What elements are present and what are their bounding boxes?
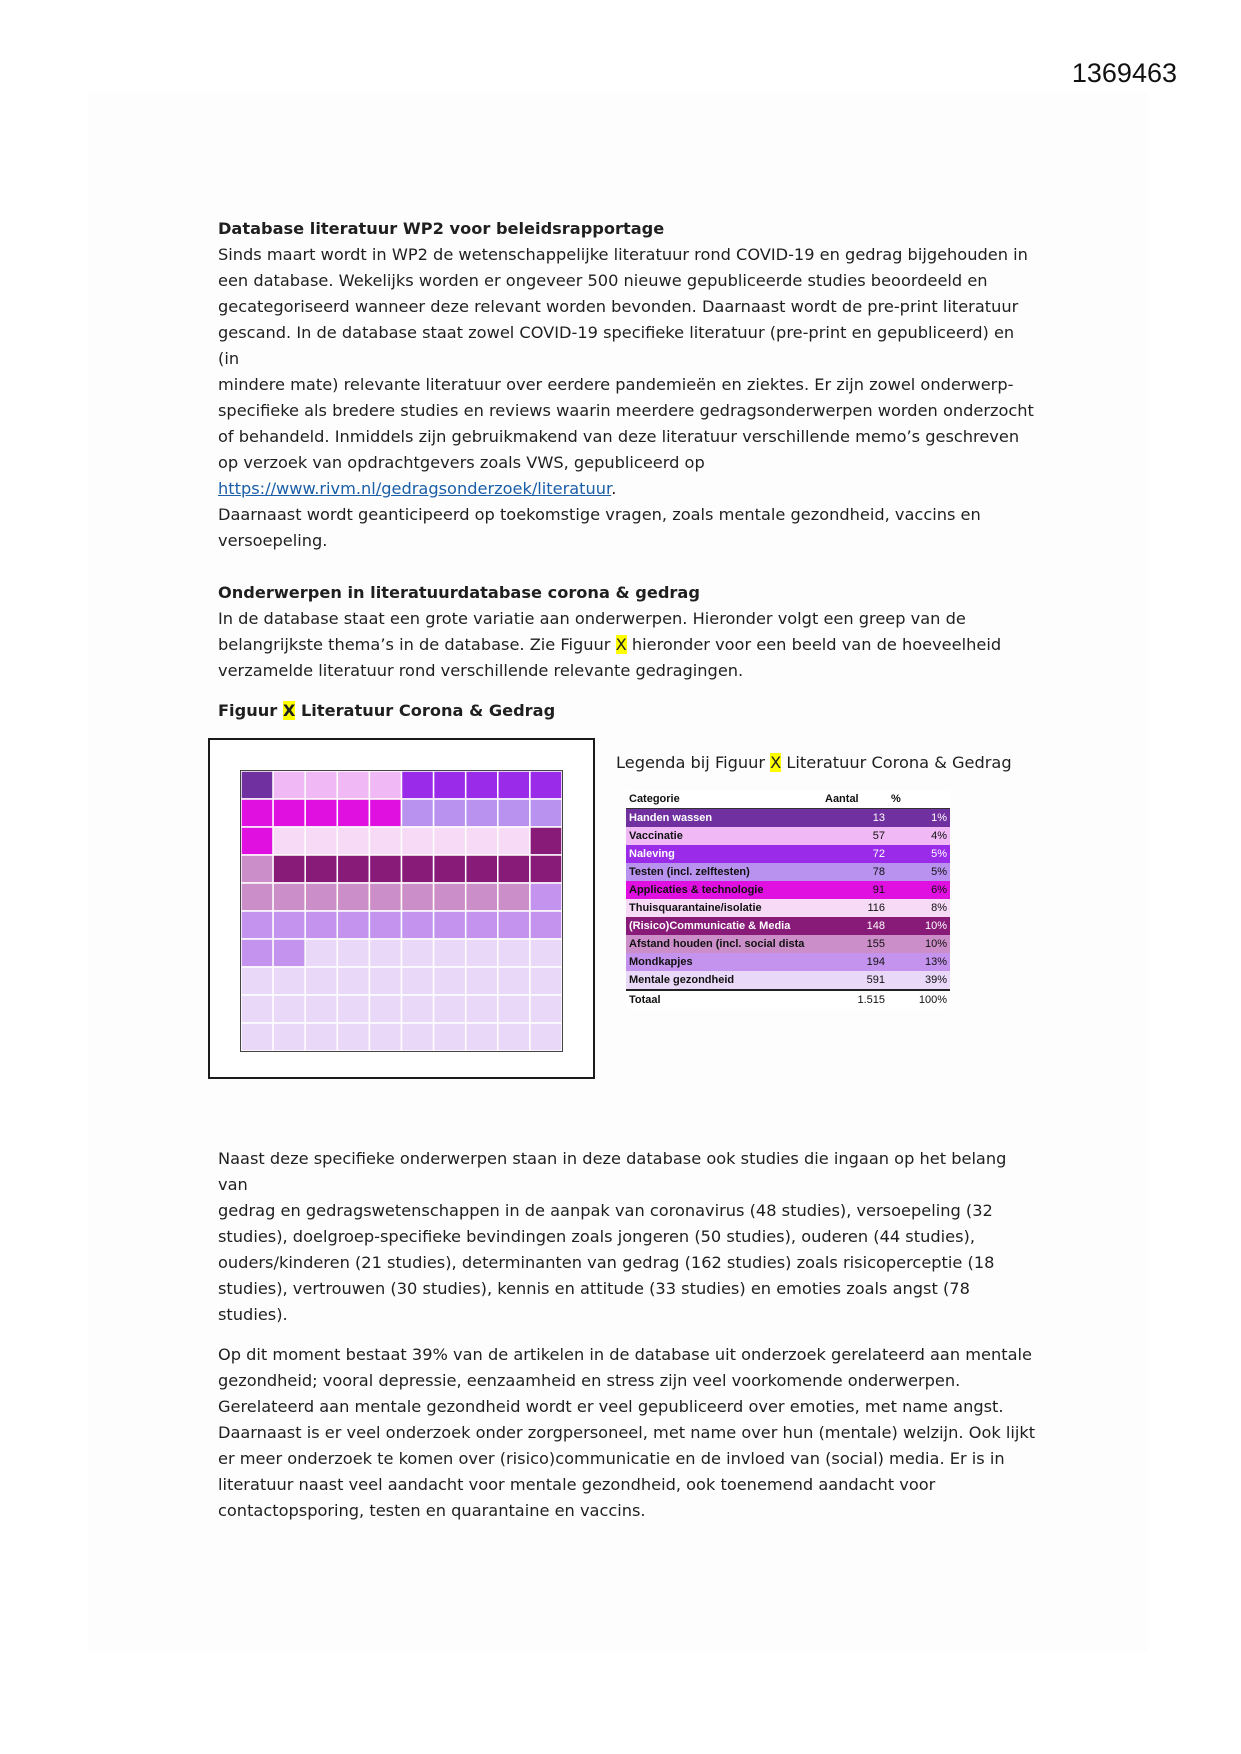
- waffle-cell: [530, 827, 562, 855]
- legend-pct: 10%: [924, 920, 947, 932]
- total-count: 1.515: [822, 990, 888, 1009]
- legend-category: Vaccinatie: [629, 830, 683, 842]
- waffle-cell: [369, 1023, 401, 1051]
- waffle-cell: [337, 799, 369, 827]
- text-line: Gerelateerd aan mentale gezondheid wordt er veel gepubliceerd over emoties, met name angst.: [218, 1397, 1004, 1416]
- legend-header-row: [626, 790, 950, 809]
- waffle-cell: [434, 939, 466, 967]
- legend-count: 91: [872, 884, 885, 896]
- waffle-cell: [369, 911, 401, 939]
- waffle-cell: [402, 883, 434, 911]
- waffle-cell: [498, 911, 530, 939]
- legend-total-row: [626, 990, 950, 1009]
- legend-pct: 39%: [924, 974, 947, 986]
- text-line: Naast deze specifieke onderwerpen staan in deze database ook studies die ingaan op het belang van: [218, 1149, 1007, 1194]
- figure-block: [218, 738, 1038, 1146]
- legend-row: [626, 881, 950, 899]
- waffle-cell: [434, 1023, 466, 1051]
- waffle-cell: [530, 967, 562, 995]
- text-line: of behandeld. Inmiddels zijn gebruikmakend van deze literatuur verschillende memo’s geschreven: [218, 427, 1020, 446]
- waffle-cell: [241, 967, 273, 995]
- header-categorie: Categorie: [626, 790, 822, 809]
- text-line: gecategoriseerd wanneer deze relevant worden bevonden. Daarnaast wordt de pre-print literatuur: [218, 297, 1019, 316]
- text-line: op verzoek van opdrachtgevers zoals VWS, gepubliceerd op: [218, 453, 705, 472]
- legend-count: 194: [866, 956, 885, 968]
- waffle-cell: [402, 1023, 434, 1051]
- figure-caption: [218, 698, 1038, 724]
- legend-row: [626, 971, 950, 990]
- waffle-cell: [241, 1023, 273, 1051]
- waffle-cell: [466, 799, 498, 827]
- waffle-cell: [498, 771, 530, 799]
- waffle-cell: [466, 1023, 498, 1051]
- waffle-cell: [273, 911, 305, 939]
- waffle-cell: [434, 967, 466, 995]
- rivm-literature-link[interactable]: https://www.rivm.nl/gedragsonderzoek/literatuur: [218, 479, 612, 498]
- waffle-cell: [337, 771, 369, 799]
- waffle-cell: [402, 995, 434, 1023]
- waffle-cell: [530, 855, 562, 883]
- waffle-cell: [498, 883, 530, 911]
- waffle-cell: [241, 771, 273, 799]
- text-line: gezondheid; vooral depressie, eenzaamheid en stress zijn veel voorkomende onderwerpen.: [218, 1371, 961, 1390]
- waffle-cell: [402, 799, 434, 827]
- legend-row: [626, 845, 950, 863]
- waffle-cell: [305, 1023, 337, 1051]
- waffle-cell: [466, 911, 498, 939]
- highlight-x: X: [615, 635, 627, 654]
- legend-category: (Risico)Communicatie & Media: [629, 920, 791, 932]
- waffle-chart: [240, 770, 563, 1052]
- legend-pct: 8%: [931, 902, 947, 914]
- text-line: versoepeling.: [218, 531, 328, 550]
- legend-count: 72: [872, 848, 885, 860]
- waffle-cell: [305, 883, 337, 911]
- text-fragment: Legenda bij Figuur: [616, 753, 771, 772]
- legend-table: [626, 790, 950, 1009]
- waffle-cell: [434, 799, 466, 827]
- waffle-chart-svg: [241, 771, 562, 1051]
- waffle-cell: [530, 799, 562, 827]
- waffle-cell: [402, 939, 434, 967]
- waffle-cell: [337, 995, 369, 1023]
- text-line: ouders/kinderen (21 studies), determinanten van gedrag (162 studies) zoals risicoperceptie (18: [218, 1253, 995, 1272]
- legend-category: Handen wassen: [629, 812, 713, 824]
- total-pct: 100%: [888, 990, 950, 1009]
- waffle-cell: [337, 911, 369, 939]
- text-line: contactopsporing, testen en quarantaine en vaccins.: [218, 1501, 646, 1520]
- waffle-cell: [273, 771, 305, 799]
- legend-category: Thuisquarantaine/isolatie: [629, 902, 762, 914]
- text-fragment: hieronder voor een beeld van de hoeveelheid: [626, 635, 1002, 654]
- text-line: gedrag en gedragswetenschappen in de aanpak van coronavirus (48 studies), versoepeling (32: [218, 1201, 993, 1220]
- waffle-cell: [241, 827, 273, 855]
- legend-pct: 1%: [931, 812, 947, 824]
- waffle-cell: [273, 883, 305, 911]
- waffle-cell: [273, 939, 305, 967]
- waffle-cell: [402, 855, 434, 883]
- waffle-cell: [369, 939, 401, 967]
- waffle-cell: [241, 855, 273, 883]
- text-line: Sinds maart wordt in WP2 de wetenschappelijke literatuur rond COVID-19 en gedrag bijgehouden in: [218, 245, 1028, 264]
- text-line: [218, 632, 1038, 658]
- text-line: Op dit moment bestaat 39% van de artikelen in de database uit onderzoek gerelateerd aan mentale: [218, 1345, 1032, 1364]
- waffle-cell: [530, 939, 562, 967]
- legend-pct: 5%: [931, 866, 947, 878]
- text-fragment: Figuur: [218, 701, 283, 720]
- waffle-cell: [498, 1023, 530, 1051]
- waffle-cell: [466, 855, 498, 883]
- waffle-cell: [305, 855, 337, 883]
- text-line: mindere mate) relevante literatuur over eerdere pandemieën en ziektes. Er zijn zowel onderwerp-: [218, 375, 1014, 394]
- text-line: gescand. In de database staat zowel COVID-19 specifieke literatuur (pre-print en gepubliceerd) en (in: [218, 323, 1015, 368]
- legend-count: 155: [866, 938, 885, 950]
- legend-count: 78: [872, 866, 885, 878]
- waffle-cell: [466, 967, 498, 995]
- waffle-cell: [337, 883, 369, 911]
- link-line: [218, 476, 1038, 502]
- waffle-cell: [498, 939, 530, 967]
- legend-body: [626, 809, 950, 991]
- waffle-cell: [273, 855, 305, 883]
- waffle-cell: [402, 911, 434, 939]
- waffle-cell: [530, 911, 562, 939]
- document-id: 1369463: [1071, 58, 1177, 88]
- waffle-cell: [273, 967, 305, 995]
- waffle-cell: [241, 799, 273, 827]
- waffle-cell: [305, 967, 337, 995]
- section4-paragraph: [218, 1342, 1038, 1524]
- waffle-cell: [369, 827, 401, 855]
- section-heading-topics: Onderwerpen in literatuurdatabase corona & gedrag: [218, 583, 700, 602]
- waffle-cell: [466, 827, 498, 855]
- waffle-cell: [369, 799, 401, 827]
- waffle-cell: [305, 827, 337, 855]
- waffle-cell: [434, 995, 466, 1023]
- legend-row: [626, 935, 950, 953]
- text-line: In de database staat een grote variatie aan onderwerpen. Hieronder volgt een greep van de: [218, 609, 966, 628]
- legend-row: [626, 863, 950, 881]
- waffle-cell: [466, 771, 498, 799]
- waffle-cell: [498, 967, 530, 995]
- waffle-cell: [369, 883, 401, 911]
- waffle-cell: [434, 855, 466, 883]
- waffle-cell: [337, 1023, 369, 1051]
- total-label: Totaal: [626, 990, 822, 1009]
- section1-paragraph: [218, 242, 1038, 554]
- text-line: studies), vertrouwen (30 studies), kennis en attitude (33 studies) en emoties zoals angst (78 studies).: [218, 1279, 970, 1324]
- legend-count: 57: [872, 830, 885, 842]
- legend-category: Mondkapjes: [629, 956, 693, 968]
- waffle-cell: [305, 995, 337, 1023]
- waffle-cell: [530, 1023, 562, 1051]
- legend-count: 148: [866, 920, 885, 932]
- waffle-chart-frame: [208, 738, 595, 1079]
- legend-category: Applicaties & technologie: [629, 884, 764, 896]
- waffle-cell: [305, 911, 337, 939]
- waffle-cell: [369, 967, 401, 995]
- waffle-cell: [369, 855, 401, 883]
- legend-row: [626, 917, 950, 935]
- waffle-cell: [369, 995, 401, 1023]
- waffle-cell: [466, 883, 498, 911]
- waffle-cell: [530, 995, 562, 1023]
- waffle-cell: [241, 911, 273, 939]
- legend-row: [626, 827, 950, 845]
- waffle-cell: [434, 827, 466, 855]
- legend-pct: 4%: [931, 830, 947, 842]
- legend-category: Mentale gezondheid: [629, 974, 735, 986]
- waffle-cell: [305, 939, 337, 967]
- waffle-cell: [530, 771, 562, 799]
- legend-count: 116: [867, 902, 885, 914]
- text-fragment: belangrijkste thema’s in de database. Zie Figuur: [218, 635, 616, 654]
- legend-row: [626, 899, 950, 917]
- waffle-cell: [337, 939, 369, 967]
- waffle-cell: [305, 799, 337, 827]
- waffle-cell: [498, 995, 530, 1023]
- legend-pct: 13%: [924, 956, 947, 968]
- waffle-cell: [273, 995, 305, 1023]
- legend-category: Testen (incl. zelftesten): [629, 866, 750, 878]
- waffle-cell: [498, 855, 530, 883]
- text-line: studies), doelgroep-specifieke bevindingen zoals jongeren (50 studies), ouderen (44 studies),: [218, 1227, 975, 1246]
- waffle-cell: [530, 883, 562, 911]
- section3-paragraph: [218, 1146, 1038, 1328]
- legend-pct: 6%: [931, 884, 947, 896]
- legend-title: [616, 750, 1012, 776]
- legend-row: [626, 809, 950, 828]
- highlight-x: X: [282, 701, 296, 720]
- waffle-cell: [402, 967, 434, 995]
- waffle-cell: [273, 827, 305, 855]
- highlight-x: X: [770, 753, 782, 772]
- text-line: er meer onderzoek te komen over (risico)communicatie en de invloed van (social) media. Er is in: [218, 1449, 1005, 1468]
- legend-count: 13: [872, 812, 885, 824]
- waffle-cell: [241, 995, 273, 1023]
- section-heading-database: Database literatuur WP2 voor beleidsrapportage: [218, 219, 665, 238]
- waffle-cell: [273, 799, 305, 827]
- waffle-cell: [305, 771, 337, 799]
- waffle-cell: [498, 827, 530, 855]
- legend-category: Naleving: [629, 848, 675, 860]
- waffle-cell: [273, 1023, 305, 1051]
- waffle-cell: [466, 939, 498, 967]
- waffle-cell: [337, 855, 369, 883]
- text-line: Daarnaast wordt geanticipeerd op toekomstige vragen, zoals mentale gezondheid, vaccins en: [218, 505, 981, 524]
- link-suffix: .: [611, 479, 617, 498]
- text-fragment: Literatuur Corona & Gedrag: [295, 701, 556, 720]
- legend-pct: 10%: [924, 938, 947, 950]
- waffle-cell: [241, 883, 273, 911]
- text-line: specifieke als bredere studies en reviews waarin meerdere gedragsonderwerpen worden onderzocht: [218, 401, 1034, 420]
- header-aantal: Aantal: [822, 790, 888, 809]
- waffle-cell: [369, 771, 401, 799]
- waffle-cell: [402, 771, 434, 799]
- legend-count: 591: [866, 974, 885, 986]
- legend-category: Afstand houden (incl. social dista: [629, 938, 805, 950]
- waffle-cell: [337, 827, 369, 855]
- legend-row: [626, 953, 950, 971]
- legend-pct: 5%: [931, 848, 947, 860]
- waffle-cell: [337, 967, 369, 995]
- header-percent: %: [888, 790, 950, 809]
- text-line: literatuur naast veel aandacht voor mentale gezondheid, ook toenemend aandacht voor: [218, 1475, 936, 1494]
- waffle-cell: [498, 799, 530, 827]
- waffle-cell: [434, 883, 466, 911]
- text-line: Daarnaast is er veel onderzoek onder zorgpersoneel, met name over hun (mentale) welzijn. Ook lijkt: [218, 1423, 1036, 1442]
- text-fragment: Literatuur Corona & Gedrag: [781, 753, 1012, 772]
- document-body: [218, 216, 1038, 1524]
- text-line: een database. Wekelijks worden er ongeveer 500 nieuwe gepubliceerde studies beoordeeld en: [218, 271, 988, 290]
- waffle-cell: [434, 911, 466, 939]
- waffle-cell: [466, 995, 498, 1023]
- waffle-cell: [402, 827, 434, 855]
- text-line: verzamelde literatuur rond verschillende relevante gedragingen.: [218, 661, 744, 680]
- waffle-cell: [241, 939, 273, 967]
- waffle-cell: [434, 771, 466, 799]
